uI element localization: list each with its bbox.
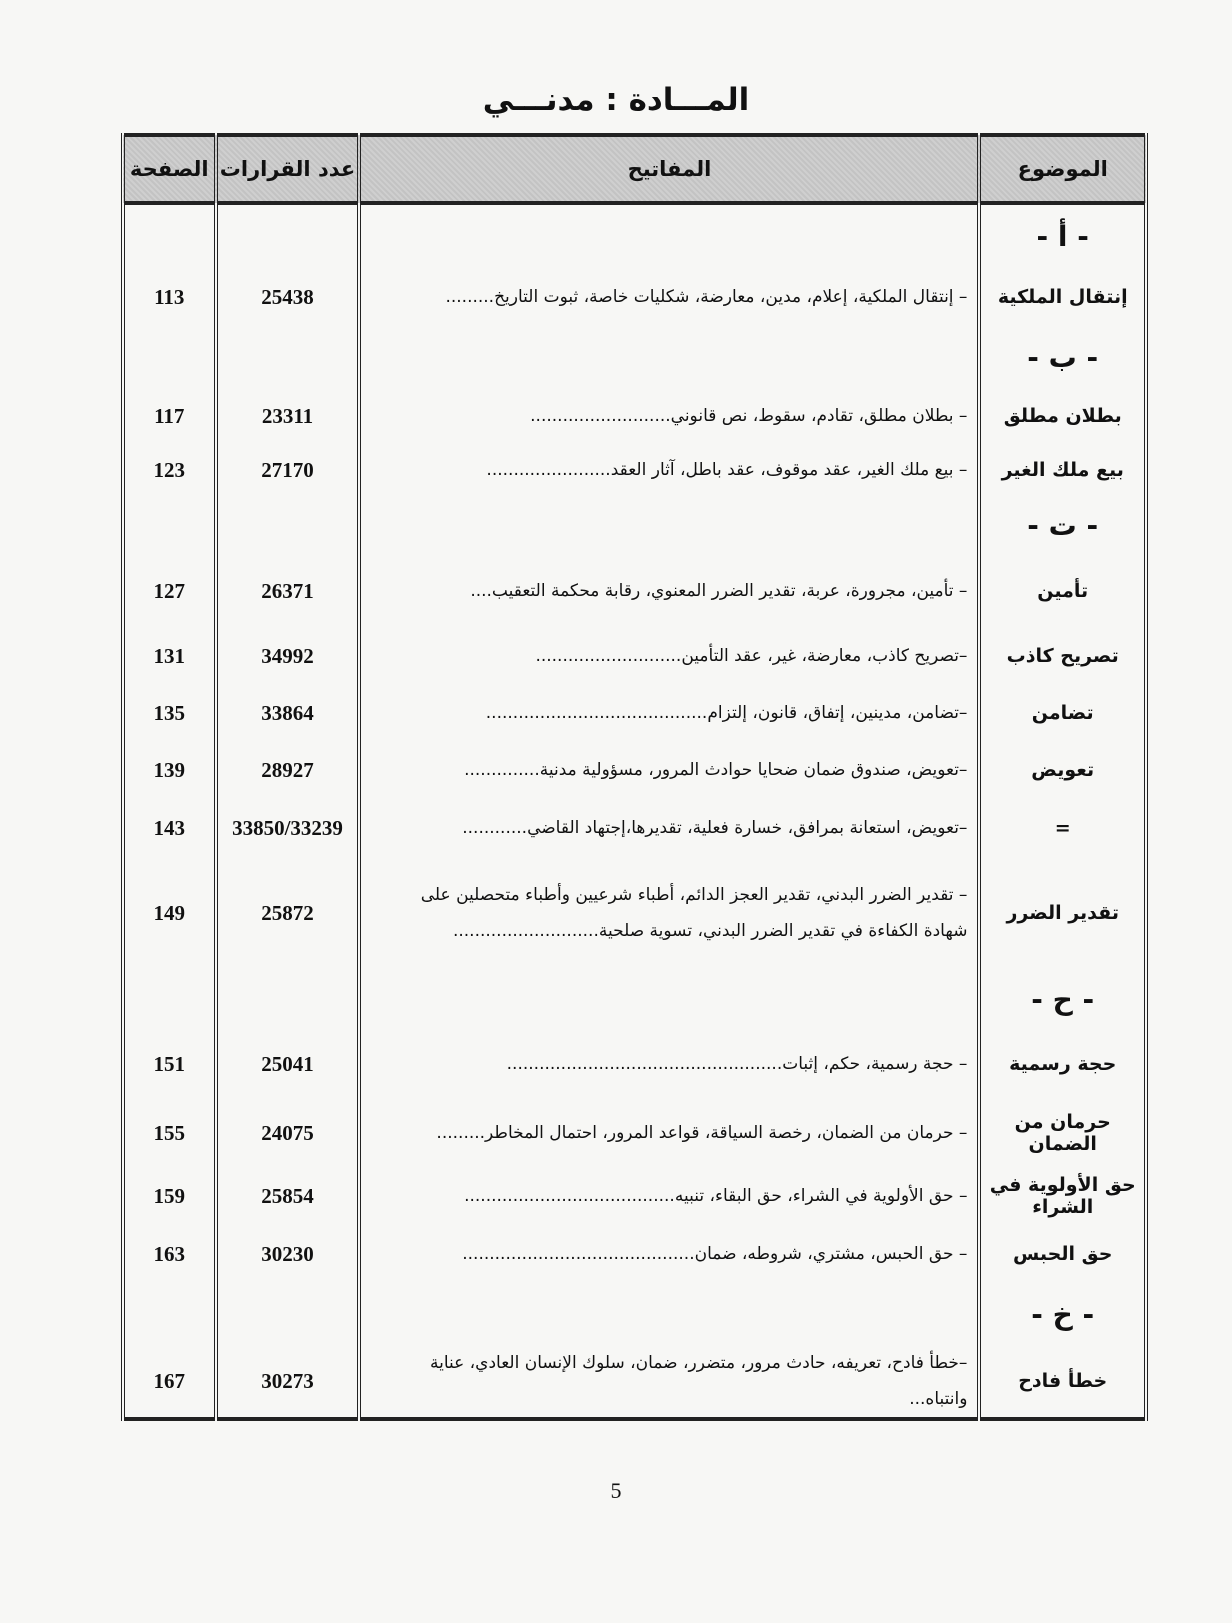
page-cell: 155 [123,1099,216,1167]
page-cell: 123 [123,445,216,495]
header-decisions: عدد القرارات [216,135,360,203]
header-topic: الموضوع [979,135,1146,203]
topic-cell: تضامن [979,685,1146,741]
page-cell: 127 [123,555,216,627]
topic-cell: بيع ملك الغير [979,445,1146,495]
topic-cell: حجة رسمية [979,1029,1146,1099]
decision-number-cell [216,327,360,387]
decision-number-cell: 30230 [216,1225,360,1283]
table-row [123,1099,1146,1167]
letter-section-row [123,203,1146,267]
table-row [123,627,1146,685]
decision-number-cell: 23311 [216,387,360,445]
table-row [123,685,1146,741]
page-cell [123,495,216,555]
keywords-cell: –تضامن، مدينين، إتفاق، قانون، إلتزام......................................... [359,685,979,741]
page-cell: 113 [123,267,216,327]
decision-number-cell [216,495,360,555]
keywords-cell: –تعويض، صندوق ضمان ضحايا حوادث المرور، مسؤولية مدنية.............. [359,741,979,799]
table-row [123,1167,1146,1225]
keywords-cell [359,495,979,555]
page-cell [123,327,216,387]
decision-number-cell [216,1283,360,1345]
keywords-cell [359,327,979,387]
page-cell: 139 [123,741,216,799]
keywords-cell: – حق الأولوية في الشراء، حق البقاء، تنبيه....................................... [359,1167,979,1225]
topic-cell: تقدير الضرر [979,857,1146,969]
letter-heading: - خ - [979,1283,1146,1345]
topic-cell: بطلان مطلق [979,387,1146,445]
table-header-row [123,135,1146,203]
keywords-cell: – حجة رسمية، حكم، إثبات................................................... [359,1029,979,1099]
keywords-cell: –تصريح كاذب، معارضة، غير، عقد التأمين........................... [359,627,979,685]
keywords-cell: – حرمان من الضمان، رخصة السياقة، قواعد المرور، احتمال المخاطر......... [359,1099,979,1167]
keywords-cell: – بيع ملك الغير، عقد موقوف، عقد باطل، آثار العقد....................... [359,445,979,495]
decision-number-cell: 25041 [216,1029,360,1099]
keywords-cell: – تأمين، مجرورة، عربة، تقدير الضرر المعنوي، رقابة محكمة التعقيب.... [359,555,979,627]
topic-cell: تعويض [979,741,1146,799]
table-row [123,741,1146,799]
keywords-cell: – تقدير الضرر البدني، تقدير العجز الدائم، أطباء شرعيين وأطباء متحصلين على شهادة الكفاءة في تقدير الضرر البدني، تسوية صلحية........................... [359,857,979,969]
page-cell: 131 [123,627,216,685]
decision-number-cell: 25438 [216,267,360,327]
page-cell [123,203,216,267]
decisions-index-table [121,133,1148,1421]
decision-number-cell: 33864 [216,685,360,741]
letter-heading: - ب - [979,327,1146,387]
decision-number-cell: 33850/33239 [216,799,360,857]
letter-heading: - ح - [979,969,1146,1029]
page-cell: 167 [123,1345,216,1419]
decision-number-cell: 27170 [216,445,360,495]
topic-cell: = [979,799,1146,857]
decision-number-cell: 30273 [216,1345,360,1419]
table-row [123,1345,1146,1419]
header-keywords: المفاتيح [359,135,979,203]
decision-number-cell [216,969,360,1029]
table-row [123,1225,1146,1283]
keywords-cell: – إنتقال الملكية، إعلام، مدين، معارضة، شكليات خاصة، ثبوت التاريخ......... [359,267,979,327]
table-row [123,555,1146,627]
decision-number-cell: 25872 [216,857,360,969]
letter-section-row [123,327,1146,387]
table-row [123,387,1146,445]
letter-section-row [123,495,1146,555]
page-cell: 163 [123,1225,216,1283]
topic-cell: حق الحبس [979,1225,1146,1283]
decision-number-cell [216,203,360,267]
table-body [123,203,1146,1419]
keywords-cell [359,969,979,1029]
keywords-cell: – بطلان مطلق، تقادم، سقوط، نص قانوني.......................... [359,387,979,445]
header-page: الصفحة [123,135,216,203]
keywords-cell: – حق الحبس، مشتري، شروطه، ضمان........................................... [359,1225,979,1283]
decision-number-cell: 25854 [216,1167,360,1225]
page-cell: 143 [123,799,216,857]
page-cell: 117 [123,387,216,445]
table-row [123,445,1146,495]
page-cell: 159 [123,1167,216,1225]
page-cell: 135 [123,685,216,741]
keywords-cell [359,203,979,267]
keywords-cell [359,1283,979,1345]
page-title: المـــادة : مدنـــي [482,82,750,118]
decision-number-cell: 28927 [216,741,360,799]
letter-heading: - أ - [979,203,1146,267]
topic-cell: تأمين [979,555,1146,627]
page-number: 5 [610,1478,622,1503]
table-row [123,1029,1146,1099]
letter-section-row [123,1283,1146,1345]
page-cell: 151 [123,1029,216,1099]
table-row [123,267,1146,327]
page-cell: 149 [123,857,216,969]
letter-section-row [123,969,1146,1029]
decision-number-cell: 24075 [216,1099,360,1167]
topic-cell: حق الأولوية في الشراء [979,1167,1146,1225]
topic-cell: تصريح كاذب [979,627,1146,685]
topic-cell: إنتقال الملكية [979,267,1146,327]
decision-number-cell: 26371 [216,555,360,627]
keywords-cell: –خطأ فادح، تعريفه، حادث مرور، متضرر، ضمان، سلوك الإنسان العادي، عناية وانتباه... [359,1345,979,1419]
page-cell [123,969,216,1029]
topic-cell: حرمان من الضمان [979,1099,1146,1167]
decision-number-cell: 34992 [216,627,360,685]
table-row [123,857,1146,969]
keywords-cell: –تعويض، استعانة بمرافق، خسارة فعلية، تقديرها،إجتهاد القاضي............ [359,799,979,857]
topic-cell: خطأ فادح [979,1345,1146,1419]
letter-heading: - ت - [979,495,1146,555]
page-cell [123,1283,216,1345]
table-row [123,799,1146,857]
